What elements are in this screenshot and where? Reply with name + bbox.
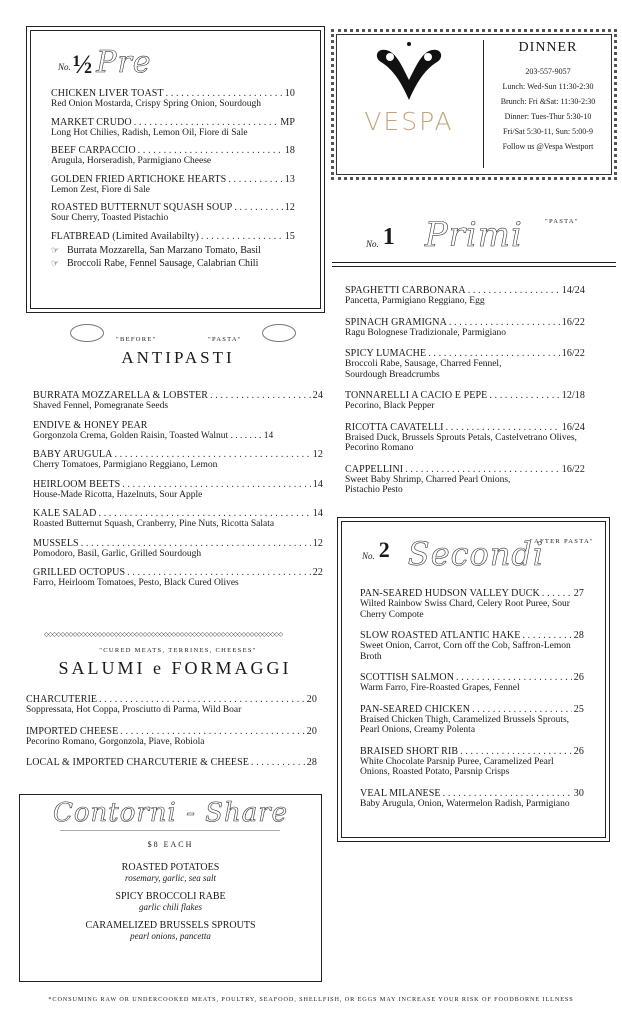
flatbread-option: ☞ Broccoli Rabe, Fennel Sausage, Calabrian Chili (51, 257, 259, 269)
hours-dinner: Dinner: Tues-Thur 5:30-10 (504, 112, 592, 121)
item-desc: Pomodoro, Basil, Garlic, Grilled Sourdough (33, 548, 202, 559)
item-desc: Sweet Baby Shrimp, Charred Pearl Onions, Pistachio Pesto (345, 474, 511, 495)
item-price: 12 (312, 537, 323, 549)
item-price: 16/22 (561, 316, 585, 328)
item-price: 14/24 (561, 285, 585, 296)
menu-item (26, 726, 317, 748)
hours-lunch: Lunch: Wed-Sun 11:30-2:30 (502, 82, 594, 91)
item-name: GRILLED OCTOPUS (33, 567, 126, 578)
item-desc: Sweet Onion, Carrot, Corn off the Cob, Saffron-Lemon Broth (360, 641, 571, 662)
item-desc: Roasted Butternut Squash, Cranberry, Pine Nuts, Ricotta Salata (33, 519, 275, 529)
item-price: 27 (573, 588, 584, 599)
vespa-brand: VESPA (364, 107, 454, 136)
item-desc: Cherry Tomatoes, Parmigiano Reggiano, Lemon (33, 460, 218, 470)
side-item (19, 891, 322, 912)
item-desc: Shaved Fennel, Pomegranate Seeds (33, 401, 169, 411)
vespa-logo-mark-icon (354, 40, 464, 104)
contorni-title: Contorni - Share (52, 798, 289, 828)
secondi-heading (362, 527, 544, 577)
menu-item (51, 145, 295, 167)
item-name: MUSSELS (33, 537, 79, 549)
item-name: MARKET CRUDO (51, 116, 132, 128)
item-price: 28 (573, 630, 584, 641)
item-price: 16/24 (561, 421, 585, 433)
left-flourish-icon (70, 324, 104, 342)
primi-heading (366, 205, 523, 255)
item-name: ENDIVE & HONEY PEAR (33, 419, 148, 431)
item-price: 24 (312, 390, 323, 401)
item-desc: Warm Farro, Fire-Roasted Grapes, Fennel (360, 683, 520, 693)
item-name: TONNARELLI A CACIO E PEPE (345, 390, 488, 401)
item-price: 14 (312, 508, 323, 519)
item-desc: White Chocolate Parsnip Puree, Caramelized Pearl Onions, Roasted Potato, Parsnip Crisps (360, 756, 554, 777)
item-desc: Soppressata, Hot Coppa, Prosciutto di Parma, Wild Boar (26, 705, 242, 715)
item-desc: Pecorino Romano, Gorgonzola, Piave, Robiola (26, 736, 205, 747)
antipasti-item-list (33, 390, 323, 596)
pointing-hand-icon: ☞ (51, 257, 60, 268)
menu-item (360, 746, 584, 778)
salumi-subtitle: "CURED MEATS, TERRINES, CHEESES" (99, 647, 257, 654)
side-desc: pearl onions, pancetta (130, 931, 211, 941)
menu-item (345, 285, 585, 307)
item-desc: Lemon Zest, Fiore di Sale (51, 184, 150, 195)
item-name: CHICKEN LIVER TOAST (51, 88, 164, 99)
item-desc: Sour Cherry, Toasted Pistachio (51, 213, 169, 223)
primi-rule-2 (332, 266, 616, 267)
item-name: FLATBREAD (Limited Availabilty) (51, 230, 199, 242)
item-price: 25 (573, 703, 584, 715)
item-price: 13 (284, 173, 295, 185)
menu-item (33, 479, 323, 501)
item-price: 18 (284, 145, 295, 156)
item-name: RICOTTA CAVATELLI (345, 421, 444, 433)
primi-num-label: No. (366, 239, 379, 249)
item-desc: Gorgonzola Crema, Golden Raisin, Toasted Walnut . . . . . . . 14 (33, 430, 274, 441)
pre-num: ½ (72, 50, 93, 79)
menu-item (33, 538, 323, 560)
item-name: SCOTTISH SALMON (360, 672, 455, 683)
item-price: 15 (284, 230, 295, 242)
item-price: 20 (306, 725, 317, 737)
primi-title: Primi (424, 215, 523, 255)
item-desc: House-Made Ricotta, Hazelnuts, Sour Apple (33, 489, 203, 500)
item-name: BURRATA MOZZARELLA & LOBSTER (33, 390, 209, 401)
menu-item (360, 588, 584, 620)
menu-item (345, 422, 585, 454)
item-desc: Broccoli Rabe, Sausage, Charred Fennel, Sourdough Breadcrumbs (345, 359, 502, 380)
item-desc: Ragu Bolognese Tradizionale, Parmigiano (345, 327, 506, 338)
menu-item (51, 231, 295, 242)
contorni-item-list (19, 862, 322, 941)
item-name: SLOW ROASTED ATLANTIC HAKE (360, 630, 521, 641)
item-price: 28 (306, 757, 317, 768)
item-price: 20 (306, 694, 317, 705)
salumi-item-list (26, 694, 317, 775)
primi-rule (332, 262, 616, 263)
menu-item (51, 174, 295, 196)
item-desc: Long Hot Chilies, Radish, Lemon Oil, Fiore di Sale (51, 127, 248, 138)
primi-tag: "PASTA" (545, 218, 579, 225)
antipasti-title: ANTIPASTI (121, 348, 235, 367)
item-price: 26 (573, 672, 584, 683)
item-name: CAPPELLINI (345, 463, 404, 475)
antipasti-pasta: "PASTA" (208, 336, 242, 343)
secondi-tag: "AFTER PASTA" (530, 538, 594, 545)
diamond-divider: ◇◇◇◇◇◇◇◇◇◇◇◇◇◇◇◇◇◇◇◇◇◇◇◇◇◇◇◇◇◇◇◇◇◇◇◇◇◇◇◇◇◇◇◇◇◇◇◇◇◇◇◇◇◇◇◇◇◇ (44, 632, 283, 638)
item-name: IMPORTED CHEESE (26, 725, 119, 737)
flatbread-option: ☞ Burrata Mozzarella, San Marzano Tomato, Basil (51, 244, 261, 256)
menu-item (360, 630, 584, 662)
item-name: VEAL MILANESE (360, 787, 441, 799)
menu-item (345, 464, 585, 496)
side-name: CARAMELIZED BRUSSELS SPROUTS (85, 920, 256, 931)
side-item (19, 862, 322, 883)
dinner-phone: 203-557-9057 (525, 67, 571, 76)
item-name: BRAISED SHORT RIB (360, 745, 459, 757)
menu-item (51, 88, 295, 110)
item-name: LOCAL & IMPORTED CHARCUTERIE & CHEESE (26, 757, 250, 768)
dinner-title: DINNER (518, 40, 578, 55)
item-price: 30 (573, 787, 584, 799)
item-name: BEEF CARPACCIO (51, 145, 136, 156)
menu-item (33, 508, 323, 530)
item-price: 16/22 (561, 463, 585, 475)
contorni-price-each: $8 EACH (147, 840, 194, 849)
item-desc: Arugula, Horseradish, Parmigiano Cheese (51, 156, 212, 166)
side-item (19, 920, 322, 941)
secondi-num-label: No. (362, 551, 375, 561)
item-desc: Pecorino, Black Pepper (345, 401, 435, 411)
item-desc: Braised Chicken Thigh, Caramelized Brussels Sprouts, Pearl Onions, Creamy Polenta (360, 714, 570, 735)
item-price: MP (280, 116, 295, 128)
item-name: SPICY LUMACHE (345, 348, 427, 359)
item-desc: Farro, Heirloom Tomatoes, Pesto, Black Cured Olives (33, 578, 239, 588)
menu-item (33, 390, 323, 412)
menu-item (26, 757, 317, 768)
menu-item (345, 390, 585, 412)
hours-weekend: Fri/Sat 5:30-11, Sun: 5:00-9 (503, 127, 593, 136)
item-price: 12 (312, 449, 323, 460)
menu-item (360, 672, 584, 694)
pre-item-list (51, 88, 295, 270)
menu-item (33, 567, 323, 589)
antipasti-before: "BEFORE" (116, 336, 157, 343)
item-desc: Baby Arugula, Onion, Watermelon Radish, Parmigiano (360, 798, 570, 809)
item-price: 12/18 (561, 390, 585, 401)
dinner-info (486, 40, 610, 154)
secondi-item-list (360, 588, 584, 816)
menu-item (360, 788, 584, 810)
side-name: SPICY BROCCOLI RABE (115, 891, 226, 902)
side-name: ROASTED POTATOES (121, 862, 220, 873)
item-name: PAN-SEARED HUDSON VALLEY DUCK (360, 588, 540, 599)
item-desc: Wilted Rainbow Swiss Chard, Celery Root Puree, Sour Cherry Compote (360, 599, 570, 620)
item-name: SPAGHETTI CARBONARA (345, 285, 466, 296)
vespa-logo (354, 40, 464, 140)
item-desc: Braised Duck, Brussels Sprouts Petals, Castelvetrano Olives, Pecorino Romano (345, 432, 577, 453)
food-safety-disclaimer: *CONSUMING RAW OR UNDERCOOKED MEATS, POULTRY, SEAFOOD, SHELLFISH, OR EGGS MAY INCREASE YOUR RISK OF FOODBORNE ILLNESS (48, 996, 574, 1003)
right-flourish-icon (262, 324, 296, 342)
pre-title: Pre (96, 45, 152, 80)
side-desc: garlic chili flakes (139, 902, 202, 912)
side-desc: rosemary, garlic, sea salt (125, 873, 216, 883)
menu-item (360, 704, 584, 736)
salumi-title: SALUMI e FORMAGGI (58, 658, 292, 678)
item-price: 12 (284, 202, 295, 213)
item-name: BABY ARUGULA (33, 449, 113, 460)
menu-item (51, 202, 295, 224)
pre-num-label: No. (58, 62, 71, 72)
primi-item-list (345, 285, 585, 503)
menu-item (33, 449, 323, 471)
menu-item (345, 317, 585, 339)
item-desc: Red Onion Mostarda, Crispy Spring Onion, Sourdough (51, 99, 262, 109)
item-name: HEIRLOOM BEETS (33, 478, 121, 490)
contorni-title-rule (60, 830, 280, 831)
pre-heading (58, 40, 152, 80)
item-name: SPINACH GRAMIGNA (345, 316, 447, 328)
item-name: KALE SALAD (33, 508, 97, 519)
item-price: 26 (573, 745, 584, 757)
menu-item (33, 420, 323, 442)
item-price: 22 (312, 567, 323, 578)
item-desc: Pancetta, Parmigiano Reggiano, Egg (345, 296, 485, 306)
social-handle: Follow us @Vespa Westport (502, 142, 594, 151)
primi-num: 1 (382, 224, 395, 250)
menu-item (51, 117, 295, 139)
menu-item (26, 694, 317, 716)
item-name: ROASTED BUTTERNUT SQUASH SOUP (51, 202, 233, 213)
item-price: 10 (284, 88, 295, 99)
item-price: 16/22 (561, 348, 585, 359)
item-name: PAN-SEARED CHICKEN (360, 703, 471, 715)
item-name: CHARCUTERIE (26, 694, 98, 705)
hours-brunch: Brunch: Fri &Sat: 11:30-2:30 (500, 97, 596, 106)
secondi-title: Secondi (407, 535, 545, 573)
dinner-divider (483, 40, 484, 168)
item-name: GOLDEN FRIED ARTICHOKE HEARTS (51, 173, 227, 185)
pointing-hand-icon: ☞ (51, 244, 60, 255)
menu-item (345, 348, 585, 380)
item-price: 14 (312, 478, 323, 490)
secondi-num: 2 (378, 537, 390, 562)
